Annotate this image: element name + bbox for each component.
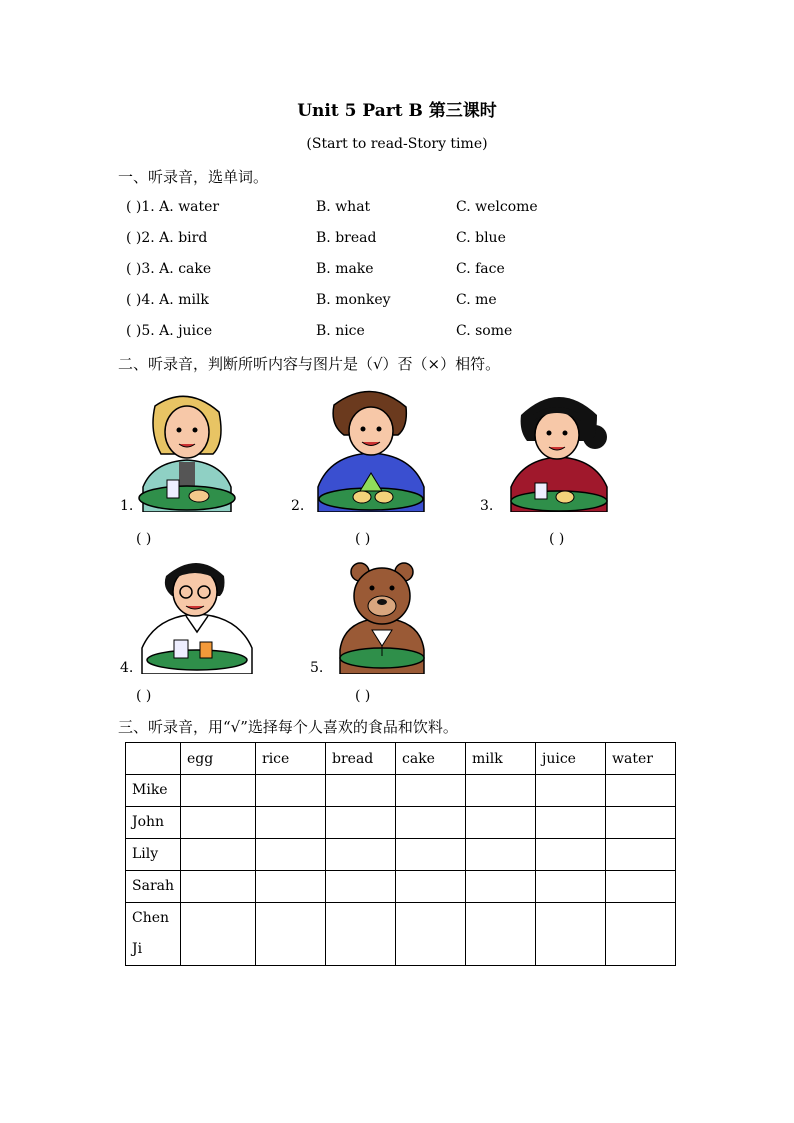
question-2-c: C. blue (456, 230, 506, 246)
answer-cell[interactable] (606, 839, 676, 871)
question-3-c: C. face (456, 261, 505, 277)
page-subtitle: (Start to read-Story time) (306, 136, 488, 152)
answer-cell[interactable] (396, 871, 466, 903)
table-row (126, 807, 676, 839)
question-3-b: B. make (316, 261, 374, 277)
answer-cell[interactable] (536, 839, 606, 871)
column-header: bread (326, 743, 396, 775)
table-row (126, 903, 676, 966)
answer-cell[interactable] (606, 775, 676, 807)
picture-4-label: 4. (120, 660, 134, 676)
picture-2-label: 2. (291, 498, 305, 514)
answer-cell[interactable] (256, 775, 326, 807)
answer-cell[interactable] (466, 871, 536, 903)
answer-cell[interactable] (256, 903, 326, 966)
question-5-a[interactable]: ( )5. A. juice (126, 323, 213, 339)
picture-1-answer[interactable]: ( ) (136, 531, 152, 547)
answer-cell[interactable] (326, 807, 396, 839)
column-header: egg (181, 743, 256, 775)
section2-heading: 二、听录音，判断所听内容与图片是（√）否（×）相符。 (118, 355, 501, 373)
question-3-a[interactable]: ( )3. A. cake (126, 261, 212, 277)
column-header: cake (396, 743, 466, 775)
section1-heading: 一、听录音，选单词。 (118, 168, 269, 186)
question-4-a[interactable]: ( )4. A. milk (126, 292, 209, 308)
answer-cell[interactable] (326, 903, 396, 966)
column-header (126, 743, 181, 775)
question-5-b: B. nice (316, 323, 365, 339)
row-label: Lily (126, 839, 181, 871)
answer-cell[interactable] (396, 807, 466, 839)
row-label: Sarah (126, 871, 181, 903)
question-1-b: B. what (316, 199, 371, 215)
answer-cell[interactable] (326, 839, 396, 871)
question-2-b: B. bread (316, 230, 377, 246)
answer-cell[interactable] (256, 871, 326, 903)
boy-blue-picture (312, 387, 430, 512)
picture-1-label: 1. (120, 498, 134, 514)
answer-cell[interactable] (606, 903, 676, 966)
answer-cell[interactable] (606, 871, 676, 903)
girl-blonde-picture (133, 392, 241, 512)
answer-cell[interactable] (466, 775, 536, 807)
answer-cell[interactable] (466, 903, 536, 966)
picture-5-answer[interactable]: ( ) (355, 688, 371, 704)
answer-cell[interactable] (181, 807, 256, 839)
page-title: Unit 5 Part B 第三课时 (297, 101, 497, 121)
column-header: water (606, 743, 676, 775)
answer-cell[interactable] (606, 807, 676, 839)
answer-cell[interactable] (181, 871, 256, 903)
picture-3-answer[interactable]: ( ) (549, 531, 565, 547)
row-label: Chen Ji (126, 903, 181, 966)
answer-cell[interactable] (396, 903, 466, 966)
picture-4-answer[interactable]: ( ) (136, 688, 152, 704)
answer-cell[interactable] (181, 775, 256, 807)
column-header: juice (536, 743, 606, 775)
answer-cell[interactable] (536, 871, 606, 903)
table-row (126, 839, 676, 871)
answer-cell[interactable] (466, 807, 536, 839)
question-5-c: C. some (456, 323, 513, 339)
picture-3-label: 3. (480, 498, 494, 514)
answer-cell[interactable] (536, 807, 606, 839)
girl-black-hair-picture (505, 387, 613, 512)
table-row (126, 871, 676, 903)
picture-2-answer[interactable]: ( ) (355, 531, 371, 547)
answer-cell[interactable] (181, 903, 256, 966)
question-4-c: C. me (456, 292, 497, 308)
question-1-a[interactable]: ( )1. A. water (126, 199, 220, 215)
question-1-c: C. welcome (456, 199, 538, 215)
answer-cell[interactable] (396, 839, 466, 871)
answer-cell[interactable] (466, 839, 536, 871)
row-label: Mike (126, 775, 181, 807)
answer-cell[interactable] (536, 775, 606, 807)
boy-glasses-picture (138, 556, 256, 674)
answer-cell[interactable] (256, 807, 326, 839)
column-header: milk (466, 743, 536, 775)
bear-picture (332, 558, 432, 674)
question-4-b: B. monkey (316, 292, 391, 308)
question-2-a[interactable]: ( )2. A. bird (126, 230, 208, 246)
picture-5-label: 5. (310, 660, 324, 676)
row-label: John (126, 807, 181, 839)
column-header: rice (256, 743, 326, 775)
table-row (126, 775, 676, 807)
answer-cell[interactable] (326, 775, 396, 807)
answer-cell[interactable] (256, 839, 326, 871)
answer-cell[interactable] (181, 839, 256, 871)
table-header-row (126, 743, 676, 775)
food-preference-table (125, 742, 676, 966)
answer-cell[interactable] (536, 903, 606, 966)
answer-cell[interactable] (396, 775, 466, 807)
answer-cell[interactable] (326, 871, 396, 903)
section3-heading: 三、听录音，用“√”选择每个人喜欢的食品和饮料。 (118, 718, 458, 736)
